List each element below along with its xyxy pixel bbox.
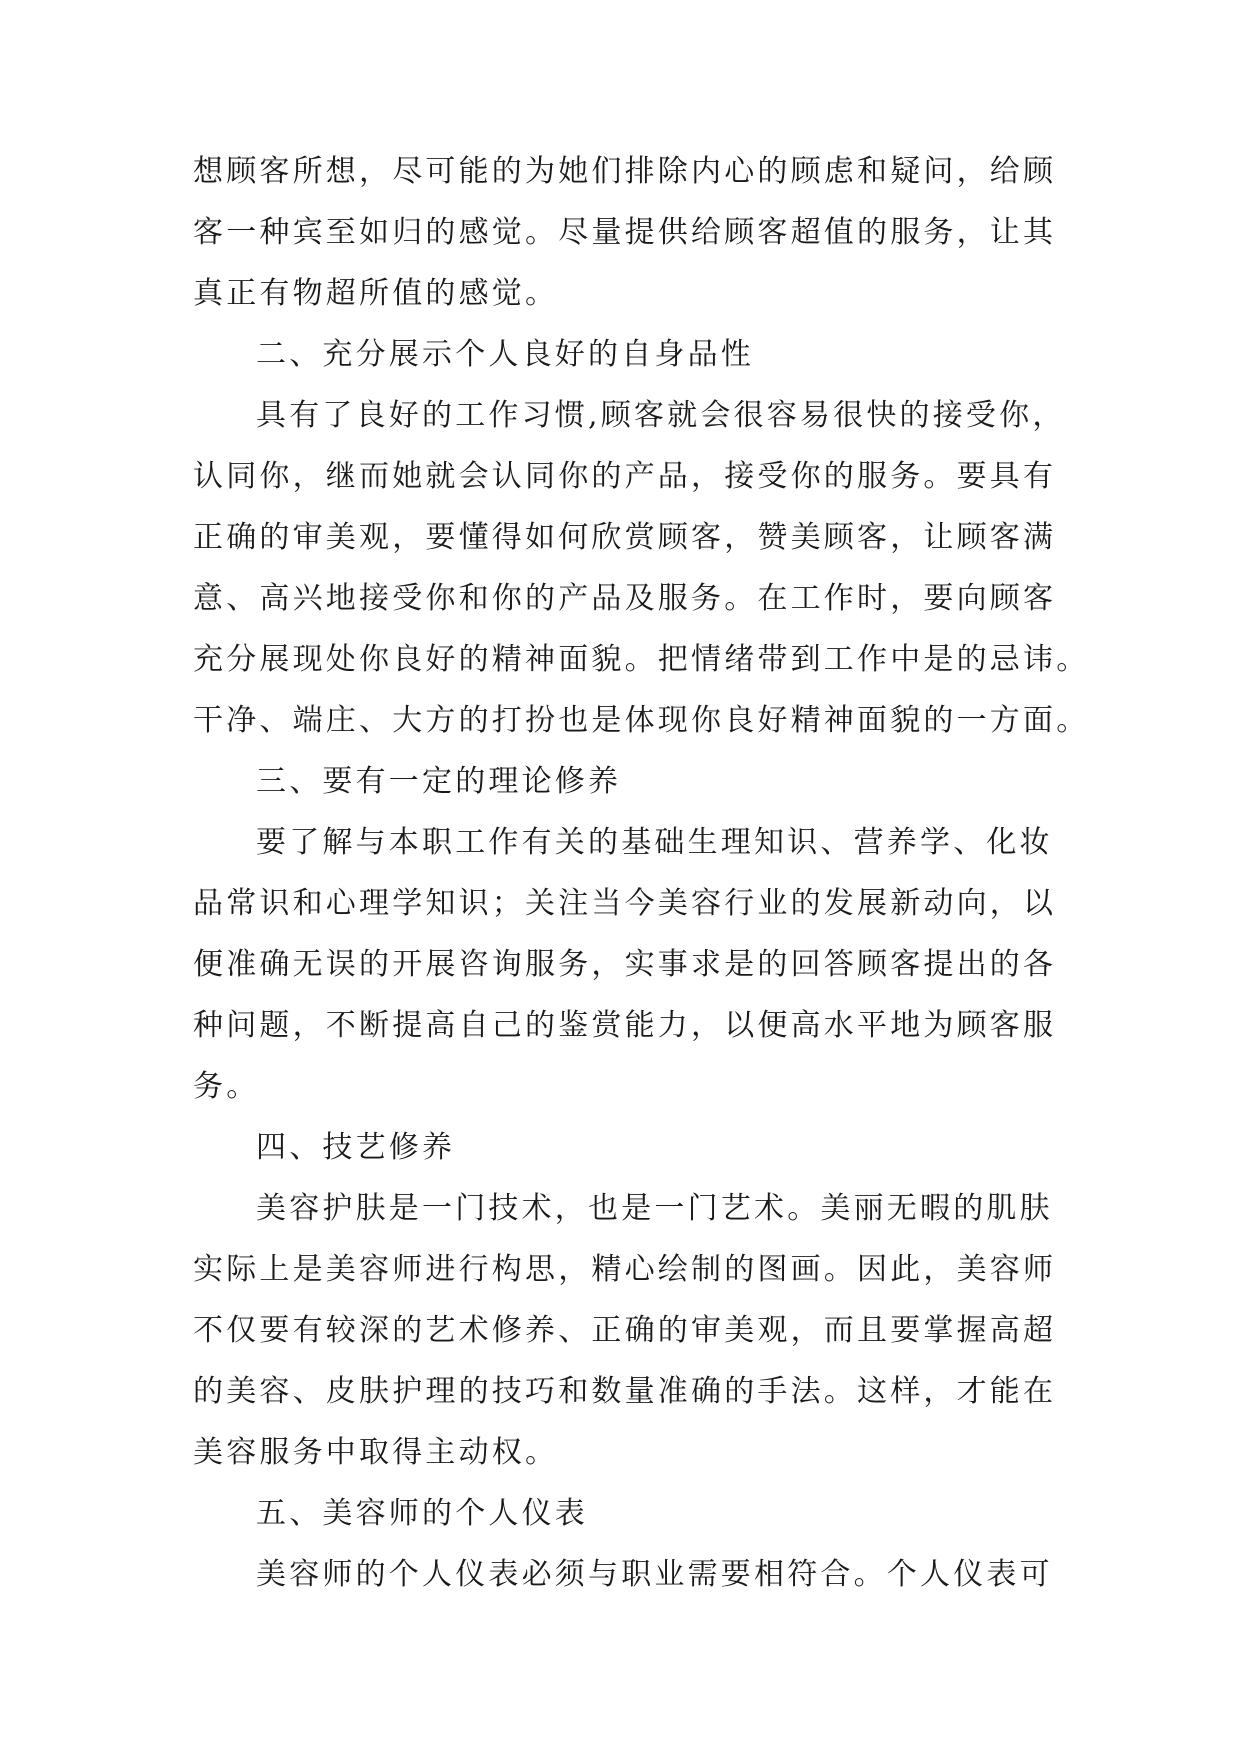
body-text-line: 真正有物超所值的感觉。 bbox=[193, 276, 559, 311]
body-text-line: 的美容、皮肤护理的技巧和数量准确的手法。这样，才能在 bbox=[193, 1374, 1057, 1409]
body-text-line: 干净、端庄、大方的打扮也是体现你良好精神面貌的一方面。 bbox=[193, 703, 1090, 738]
section-heading: 四、技艺修养 bbox=[256, 1130, 456, 1165]
body-text-line: 要了解与本职工作有关的基础生理知识、营养学、化妆 bbox=[256, 825, 1053, 860]
body-text-line: 美容护肤是一门技术，也是一门艺术。美丽无暇的肌肤 bbox=[256, 1191, 1053, 1226]
body-text-line: 实际上是美容师进行构思，精心绘制的图画。因此，美容师 bbox=[193, 1252, 1057, 1287]
body-text-line: 便准确无误的开展咨询服务，实事求是的回答顾客提出的各 bbox=[193, 947, 1057, 982]
body-text-line: 种问题，不断提高自己的鉴赏能力，以便高水平地为顾客服 bbox=[193, 1008, 1057, 1043]
body-text-line: 充分展现处你良好的精神面貌。把情绪带到工作中是的忌讳。 bbox=[193, 642, 1090, 677]
body-text-line: 不仅要有较深的艺术修养、正确的审美观，而且要掌握高超 bbox=[193, 1313, 1057, 1348]
body-text-line: 客一种宾至如归的感觉。尽量提供给顾客超值的服务，让其 bbox=[193, 215, 1057, 250]
section-heading: 二、充分展示个人良好的自身品性 bbox=[256, 337, 754, 372]
body-text-line: 美容服务中取得主动权。 bbox=[193, 1435, 559, 1470]
body-text-line: 品常识和心理学知识；关注当今美容行业的发展新动向，以 bbox=[193, 886, 1057, 921]
body-text-line: 具有了良好的工作习惯,顾客就会很容易很快的接受你， bbox=[256, 398, 1066, 433]
body-text-line: 美容师的个人仪表必须与职业需要相符合。个人仪表可 bbox=[256, 1557, 1053, 1592]
body-text-line: 务。 bbox=[193, 1069, 260, 1104]
section-heading: 五、美容师的个人仪表 bbox=[256, 1496, 588, 1531]
body-text-line: 意、高兴地接受你和你的产品及服务。在工作时，要向顾客 bbox=[193, 581, 1057, 616]
body-text-line: 认同你，继而她就会认同你的产品，接受你的服务。要具有 bbox=[193, 459, 1057, 494]
body-text-line: 正确的审美观，要懂得如何欣赏顾客，赞美顾客，让顾客满 bbox=[193, 520, 1057, 555]
section-heading: 三、要有一定的理论修养 bbox=[256, 764, 622, 799]
body-text-line: 想顾客所想，尽可能的为她们排除内心的顾虑和疑问，给顾 bbox=[193, 154, 1057, 189]
